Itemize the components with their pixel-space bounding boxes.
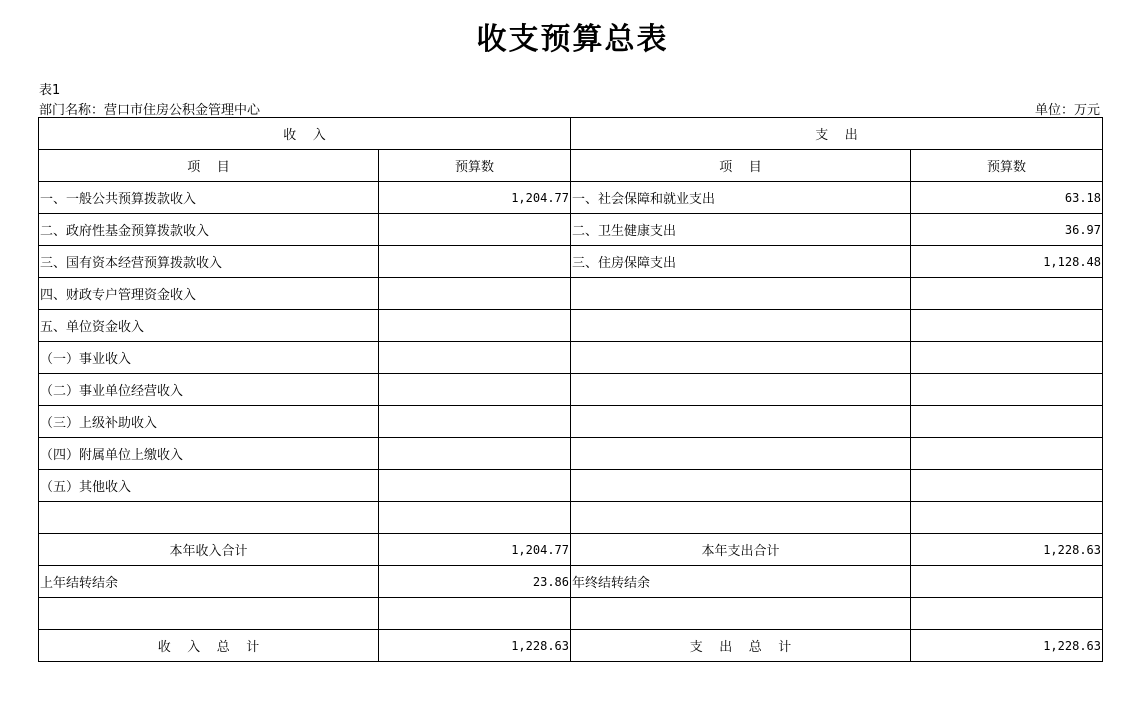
expense-value-cell bbox=[911, 406, 1103, 438]
expense-value-cell bbox=[911, 310, 1103, 342]
page-title: 收支预算总表 bbox=[476, 22, 669, 57]
income-item-cell: 收 入 总 计 bbox=[39, 630, 379, 662]
expense-value-cell bbox=[911, 566, 1103, 598]
expense-item-cell bbox=[571, 598, 911, 630]
income-value-cell bbox=[379, 598, 571, 630]
income-value-cell bbox=[379, 214, 571, 246]
table-number: 表1 bbox=[39, 83, 61, 98]
expense-item-cell bbox=[571, 470, 911, 502]
expense-value-cell bbox=[911, 278, 1103, 310]
subtotal-row bbox=[39, 534, 1103, 566]
section-header-row bbox=[39, 118, 1103, 150]
income-value-cell bbox=[379, 278, 571, 310]
expense-item-cell: 支 出 总 计 bbox=[571, 630, 911, 662]
table-row bbox=[39, 470, 1103, 502]
expense-value-cell: 36.97 bbox=[911, 214, 1103, 246]
expense-item-cell bbox=[571, 502, 911, 534]
income-item-cell: 四、财政专户管理资金收入 bbox=[39, 278, 379, 310]
income-item-cell: （一）事业收入 bbox=[39, 342, 379, 374]
income-value-cell: 1,204.77 bbox=[379, 182, 571, 214]
expense-value-cell bbox=[911, 502, 1103, 534]
department-name: 部门名称：营口市住房公积金管理中心 bbox=[39, 103, 261, 118]
income-item-cell bbox=[39, 502, 379, 534]
expense-value-cell bbox=[911, 342, 1103, 374]
table-row bbox=[39, 246, 1103, 278]
income-item-cell: 一、一般公共预算拨款收入 bbox=[39, 182, 379, 214]
expense-item-cell: 三、住房保障支出 bbox=[571, 246, 911, 278]
expense-value-cell bbox=[911, 598, 1103, 630]
table-row bbox=[39, 214, 1103, 246]
income-value-cell bbox=[379, 374, 571, 406]
expense-item-header: 项 目 bbox=[571, 150, 911, 182]
expense-item-cell bbox=[571, 406, 911, 438]
expense-item-cell: 二、卫生健康支出 bbox=[571, 214, 911, 246]
expense-value-cell: 1,228.63 bbox=[911, 630, 1103, 662]
income-value-cell bbox=[379, 438, 571, 470]
expense-value-cell bbox=[911, 438, 1103, 470]
income-item-cell: （五）其他收入 bbox=[39, 470, 379, 502]
income-value-cell: 1,204.77 bbox=[379, 534, 571, 566]
column-header-row bbox=[39, 150, 1103, 182]
expense-item-cell: 一、社会保障和就业支出 bbox=[571, 182, 911, 214]
expense-item-cell: 年终结转结余 bbox=[571, 566, 911, 598]
income-value-cell bbox=[379, 310, 571, 342]
expense-header: 支 出 bbox=[571, 118, 1103, 150]
income-item-cell: 上年结转结余 bbox=[39, 566, 379, 598]
income-value-cell: 23.86 bbox=[379, 566, 571, 598]
total-row bbox=[39, 630, 1103, 662]
table-row bbox=[39, 374, 1103, 406]
income-item-cell: （四）附属单位上缴收入 bbox=[39, 438, 379, 470]
expense-item-cell bbox=[571, 438, 911, 470]
income-item-cell bbox=[39, 598, 379, 630]
income-item-cell: 三、国有资本经营预算拨款收入 bbox=[39, 246, 379, 278]
income-value-cell: 1,228.63 bbox=[379, 630, 571, 662]
expense-item-cell bbox=[571, 278, 911, 310]
expense-item-cell bbox=[571, 374, 911, 406]
income-item-cell: 二、政府性基金预算拨款收入 bbox=[39, 214, 379, 246]
income-item-cell: （二）事业单位经营收入 bbox=[39, 374, 379, 406]
table-row bbox=[39, 438, 1103, 470]
table-row bbox=[39, 502, 1103, 534]
expense-item-cell bbox=[571, 310, 911, 342]
income-item-cell: 五、单位资金收入 bbox=[39, 310, 379, 342]
income-item-cell: 本年收入合计 bbox=[39, 534, 379, 566]
carryover-row bbox=[39, 566, 1103, 598]
income-item-cell: （三）上级补助收入 bbox=[39, 406, 379, 438]
expense-budget-header: 预算数 bbox=[911, 150, 1103, 182]
unit-label: 单位：万元 bbox=[1034, 103, 1100, 118]
income-budget-header: 预算数 bbox=[379, 150, 571, 182]
expense-value-cell bbox=[911, 374, 1103, 406]
expense-value-cell bbox=[911, 470, 1103, 502]
expense-value-cell: 1,128.48 bbox=[911, 246, 1103, 278]
income-item-header: 项 目 bbox=[39, 150, 379, 182]
expense-value-cell: 63.18 bbox=[911, 182, 1103, 214]
table-row bbox=[39, 310, 1103, 342]
expense-value-cell: 1,228.63 bbox=[911, 534, 1103, 566]
income-value-cell bbox=[379, 406, 571, 438]
expense-item-cell: 本年支出合计 bbox=[571, 534, 911, 566]
income-value-cell bbox=[379, 246, 571, 278]
income-value-cell bbox=[379, 502, 571, 534]
table-row bbox=[39, 342, 1103, 374]
expense-item-cell bbox=[571, 342, 911, 374]
budget-table bbox=[38, 117, 1103, 662]
income-value-cell bbox=[379, 470, 571, 502]
income-value-cell bbox=[379, 342, 571, 374]
table-row bbox=[39, 406, 1103, 438]
table-row bbox=[39, 278, 1103, 310]
table-row bbox=[39, 182, 1103, 214]
income-header: 收 入 bbox=[39, 118, 571, 150]
blank-row bbox=[39, 598, 1103, 630]
